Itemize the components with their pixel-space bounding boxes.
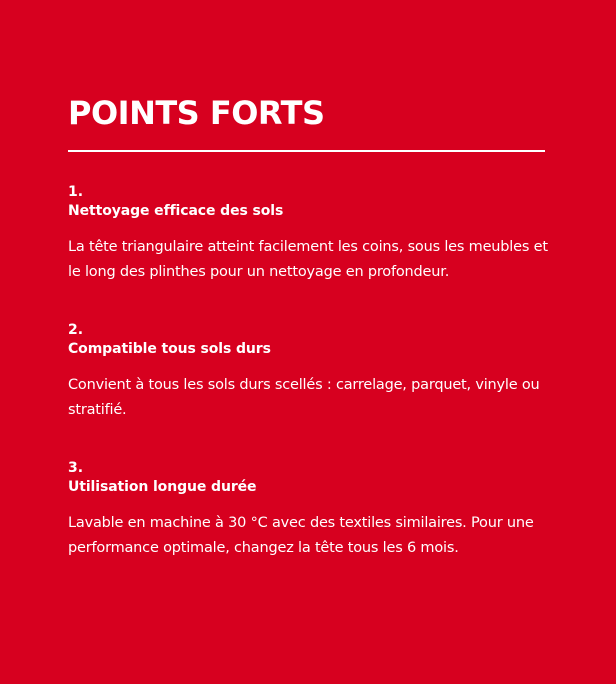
point-number: 3.: [68, 460, 84, 476]
point-heading: Nettoyage efficace des sols: [68, 203, 284, 219]
section-title: POINTS FORTS: [68, 94, 325, 132]
point-heading: Compatible tous sols durs: [68, 341, 271, 357]
point-description: Convient à tous les sols durs scellés : carrelage, parquet, vinyle ou stratifié.: [68, 377, 540, 418]
point-description: La tête triangulaire atteint facilement les coins, sous les meubles et le long des plinthes pour un nettoyage en profondeur.: [68, 239, 548, 280]
title-divider: [68, 150, 545, 152]
point-description: Lavable en machine à 30 °C avec des textiles similaires. Pour une performance optimale, changez la tête tous les 6 mois.: [68, 515, 534, 556]
point-heading: Utilisation longue durée: [68, 479, 257, 495]
point-number: 2.: [68, 322, 84, 338]
point-item-1: [68, 183, 548, 284]
point-item-2: [68, 321, 548, 422]
point-number: 1.: [68, 184, 84, 200]
point-item-3: [68, 459, 548, 560]
